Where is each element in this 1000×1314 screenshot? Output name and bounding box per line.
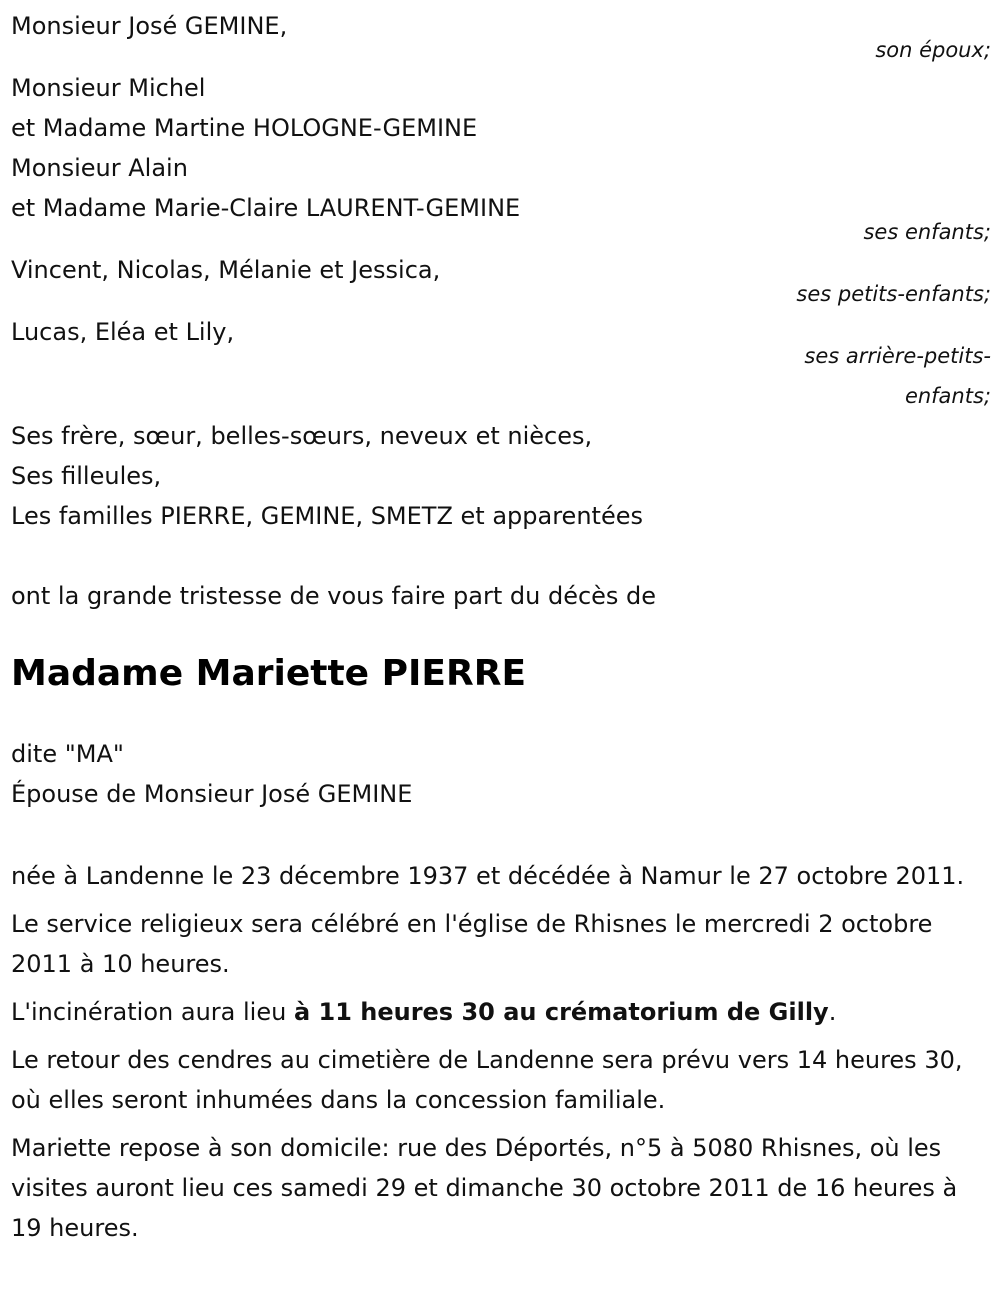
other-relatives-group: [11, 416, 991, 536]
deceased-spouse-of: Épouse de Monsieur José GEMINE: [11, 780, 413, 808]
children-group: [11, 68, 991, 252]
details-section: [11, 856, 991, 1248]
visits-paragraph: Mariette repose à son domicile: rue des Déportés, n°5 à 5080 Rhisnes, où les visites auront lieu ces samedi 29 et dimanche 30 octobre 2011 de 16 heures à 19 heures.: [11, 1134, 958, 1242]
cremation-prefix: L'incinération aura lieu: [11, 998, 294, 1026]
children-role: ses enfants;: [863, 220, 991, 244]
spouse-name: Monsieur José GEMINE,: [11, 12, 288, 40]
service-paragraph: Le service religieux sera célébré en l'église de Rhisnes le mercredi 2 octobre 2011 à 10 heures.: [11, 910, 933, 978]
spouse-role: son époux;: [875, 38, 991, 62]
deceased-name: Madame Mariette PIERRE: [11, 653, 527, 694]
cremation-paragraph: [11, 992, 991, 1032]
great-grandchildren-role-line1: ses arrière-petits-: [804, 344, 991, 368]
obituary-notice: [11, 0, 991, 1248]
relatives-line: Ses frère, sœur, belles-sœurs, neveux et nièces,: [11, 422, 593, 450]
great-grandchildren-role-line2: enfants;: [904, 384, 991, 408]
relatives-line: Ses filleules,: [11, 462, 162, 490]
child-line: et Madame Marie-Claire LAURENT-GEMINE: [11, 194, 521, 222]
spouse-group: [11, 6, 991, 70]
deceased-info: [11, 734, 991, 814]
great-grandchildren-names: Lucas, Eléa et Lily,: [11, 318, 235, 346]
grandchildren-role: ses petits-enfants;: [796, 282, 991, 306]
announcement-text: ont la grande tristesse de vous faire part du décès de: [11, 582, 657, 610]
child-line: Monsieur Michel: [11, 74, 206, 102]
ashes-paragraph: Le retour des cendres au cimetière de Landenne sera prévu vers 14 heures 30, où elles seront inhumées dans la concession familiale.: [11, 1046, 963, 1114]
child-line: Monsieur Alain: [11, 154, 188, 182]
relatives-line: Les familles PIERRE, GEMINE, SMETZ et apparentées: [11, 502, 643, 530]
deceased-nickname: dite "MA": [11, 740, 124, 768]
great-grandchildren-group: [11, 312, 991, 416]
cremation-emphasis: à 11 heures 30 au crématorium de Gilly: [293, 998, 829, 1026]
birth-death-paragraph: née à Landenne le 23 décembre 1937 et décédée à Namur le 27 octobre 2011.: [11, 862, 965, 890]
grandchildren-group: [11, 250, 991, 314]
child-line: et Madame Martine HOLOGNE-GEMINE: [11, 114, 478, 142]
grandchildren-names: Vincent, Nicolas, Mélanie et Jessica,: [11, 256, 441, 284]
cremation-suffix: .: [828, 998, 837, 1026]
